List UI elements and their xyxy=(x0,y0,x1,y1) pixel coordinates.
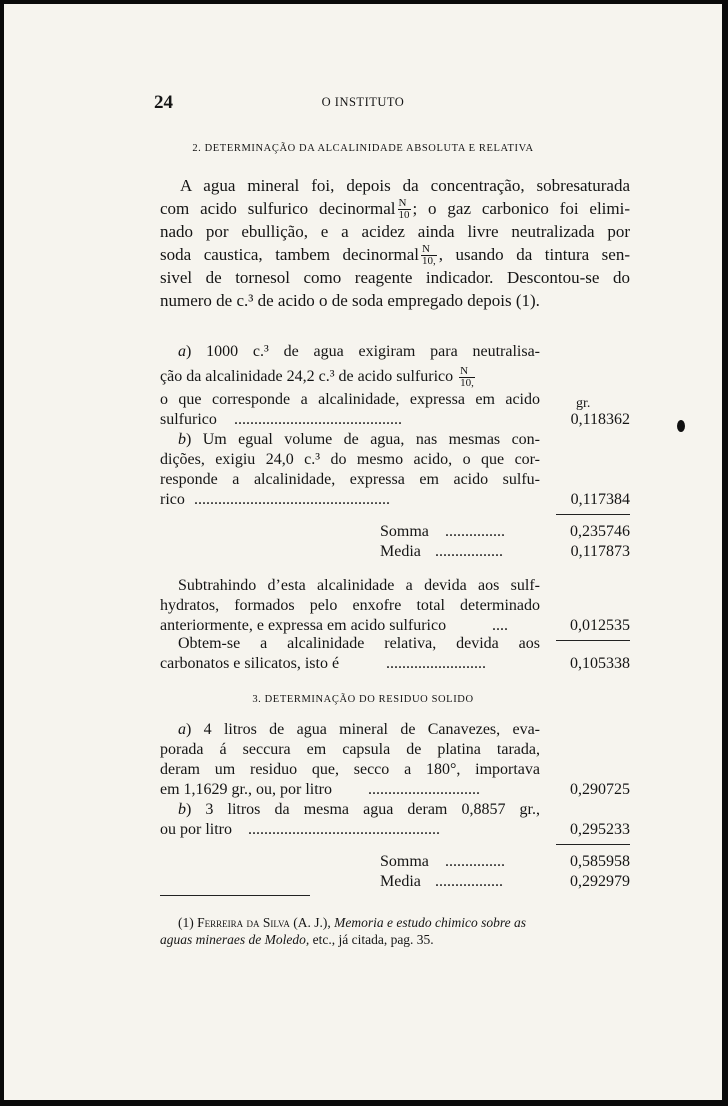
subtr-line: hydratos, formados pelo enxofre total determinado xyxy=(160,597,540,614)
unit-grams: gr. xyxy=(576,396,591,411)
intro-text: ; o gaz carbonico foi elimi- xyxy=(412,198,630,218)
res-a-line: porada á seccura em capsula de platina tarada, xyxy=(160,741,540,758)
footnote-line xyxy=(160,931,630,948)
leader-dots: ............................ xyxy=(368,781,480,798)
media-value: 0,292979 xyxy=(570,873,630,890)
item-a-value-row xyxy=(160,410,630,430)
subtr-value: 0,012535 xyxy=(570,617,630,634)
intro-text: soda caustica, tambem decinormal xyxy=(160,244,419,264)
footnote-line xyxy=(160,914,630,931)
intro-line: A agua mineral foi, depois da concentração, sobresaturada xyxy=(180,176,630,195)
res-a-line xyxy=(160,720,540,740)
leader-dots: ................................................. xyxy=(194,491,390,508)
fraction-n-over-10 xyxy=(459,366,475,389)
item-text: ção da alcalinidade 24,2 c.³ de acido sulfurico xyxy=(160,368,454,386)
res-b-line xyxy=(160,800,540,820)
footnote-initials: (A. J.), xyxy=(293,915,331,930)
leader-dots: ................................................ xyxy=(248,821,440,838)
item-b-line: responde a alcalinidade, expressa em acido sulfu- xyxy=(160,471,540,488)
obtem-text: Obtem-se a alcalinidade relativa, devida aos xyxy=(178,635,540,652)
item-a-line xyxy=(160,342,540,362)
somma-row xyxy=(160,852,630,872)
item-letter: a xyxy=(178,343,186,360)
intro-line: numero de c.³ de acido o de soda empregado depois (1). xyxy=(160,290,540,310)
section-3-heading: 3. DETERMINAÇÃO DO RESIDUO SOLIDO xyxy=(252,694,474,705)
item-text: ) Um egual volume de agua, nas mesmas con- xyxy=(186,431,540,448)
book-page xyxy=(4,4,722,1100)
res-b-value-row xyxy=(160,820,630,840)
footnote-author: Ferreira da Silva xyxy=(197,915,290,930)
difference-rule xyxy=(556,640,630,641)
intro-line xyxy=(160,198,630,222)
leader-dots: .... xyxy=(492,617,508,634)
leader-dots: ................. xyxy=(435,543,503,560)
item-text: ) 1000 c.³ de agua exigiram para neutralisa- xyxy=(186,343,540,360)
somma-row xyxy=(160,522,630,542)
fraction-n-over-10 xyxy=(421,244,437,267)
page-number: 24 xyxy=(154,92,173,113)
somma-value: 0,235746 xyxy=(570,523,630,540)
obtem-line xyxy=(160,634,540,654)
item-a-line xyxy=(160,366,540,389)
res-a-line: deram um residuo que, secco a 180°, importava xyxy=(160,761,540,778)
running-title: O INSTITUTO xyxy=(321,95,405,109)
page-header xyxy=(4,92,722,112)
res-b-value: 0,295233 xyxy=(570,821,630,838)
media-label: Media xyxy=(380,543,421,560)
item-text: ) 3 litros da mesma agua deram 0,8857 gr., xyxy=(186,801,540,818)
somma-label: Somma xyxy=(380,523,429,540)
somma-label: Somma xyxy=(380,853,429,870)
subtr-line xyxy=(160,576,540,596)
fraction-denominator: 10, xyxy=(421,255,436,268)
footnote-mark: (1) xyxy=(178,915,194,930)
fraction-denominator: 10, xyxy=(460,377,474,389)
intro-line: sivel de tornesol como reagente indicador. Descontou-se do xyxy=(160,268,630,288)
item-text: ) 4 litros de agua mineral de Canavezes, eva- xyxy=(186,721,540,738)
media-row xyxy=(160,872,630,892)
item-text: sulfurico xyxy=(160,411,217,428)
res-a-value-row xyxy=(160,780,630,800)
footnote xyxy=(160,914,630,948)
item-letter: b xyxy=(178,801,186,818)
subtr-value-row xyxy=(160,616,630,636)
sum-rule xyxy=(556,514,630,515)
scan-mark xyxy=(677,420,685,432)
media-value: 0,117873 xyxy=(570,543,630,560)
item-a-value: 0,118362 xyxy=(570,411,630,428)
subtr-text: Subtrahindo d’esta alcalinidade a devida aos sulf- xyxy=(178,577,540,594)
media-label: Media xyxy=(380,873,421,890)
intro-line xyxy=(160,244,630,268)
item-b-value: 0,117384 xyxy=(570,491,630,508)
intro-text: , usando da tintura sen- xyxy=(438,244,631,264)
item-text: em 1,1629 gr., ou, por litro xyxy=(160,781,332,798)
section-2-heading: 2. DETERMINAÇÃO DA ALCALINIDADE ABSOLUTA E RELATIVA xyxy=(192,143,534,154)
obtem-value: 0,105338 xyxy=(570,655,630,672)
footnote-title: aguas mineraes de Moledo, xyxy=(160,932,310,947)
footnote-rest: etc., já citada, pag. 35. xyxy=(312,932,434,947)
intro-paragraph xyxy=(160,175,630,312)
footnote-rule xyxy=(160,895,310,896)
intro-text: com acido sulfurico decinormal xyxy=(160,198,396,218)
leader-dots: ............... xyxy=(445,523,505,540)
leader-dots: ............... xyxy=(445,853,505,870)
leader-dots: ................. xyxy=(435,873,503,890)
fraction-denominator: 10 xyxy=(398,209,410,222)
obtem-value-row xyxy=(160,654,630,674)
item-b-value-row xyxy=(160,490,630,510)
item-text: ou por litro xyxy=(160,821,232,838)
footnote-title: Memoria e estudo chimico sobre as xyxy=(334,915,526,930)
item-letter: b xyxy=(178,431,186,448)
fraction-numerator: N xyxy=(459,366,475,378)
item-text: rico xyxy=(160,491,185,508)
fraction-numerator: N xyxy=(421,244,437,256)
intro-line: nado por ebullição, e a acidez ainda livre neutralizada por xyxy=(160,222,630,242)
item-b-line xyxy=(160,430,540,450)
sum-rule xyxy=(556,844,630,845)
leader-dots: .......................................... xyxy=(234,411,402,428)
somma-value: 0,585958 xyxy=(570,853,630,870)
subtr-text: anteriormente, e expressa em acido sulfurico xyxy=(160,617,447,634)
res-a-value: 0,290725 xyxy=(570,781,630,798)
fraction-n-over-10 xyxy=(398,198,411,221)
media-row xyxy=(160,542,630,562)
item-a-line: o que corresponde a alcalinidade, expressa em acido xyxy=(160,391,540,408)
item-letter: a xyxy=(178,721,186,738)
leader-dots: ......................... xyxy=(386,655,486,672)
fraction-numerator: N xyxy=(398,198,411,210)
item-b-line: dições, exigiu 24,0 c.³ do mesmo acido, o que cor- xyxy=(160,451,540,468)
obtem-text: carbonatos e silicatos, isto é xyxy=(160,655,340,672)
